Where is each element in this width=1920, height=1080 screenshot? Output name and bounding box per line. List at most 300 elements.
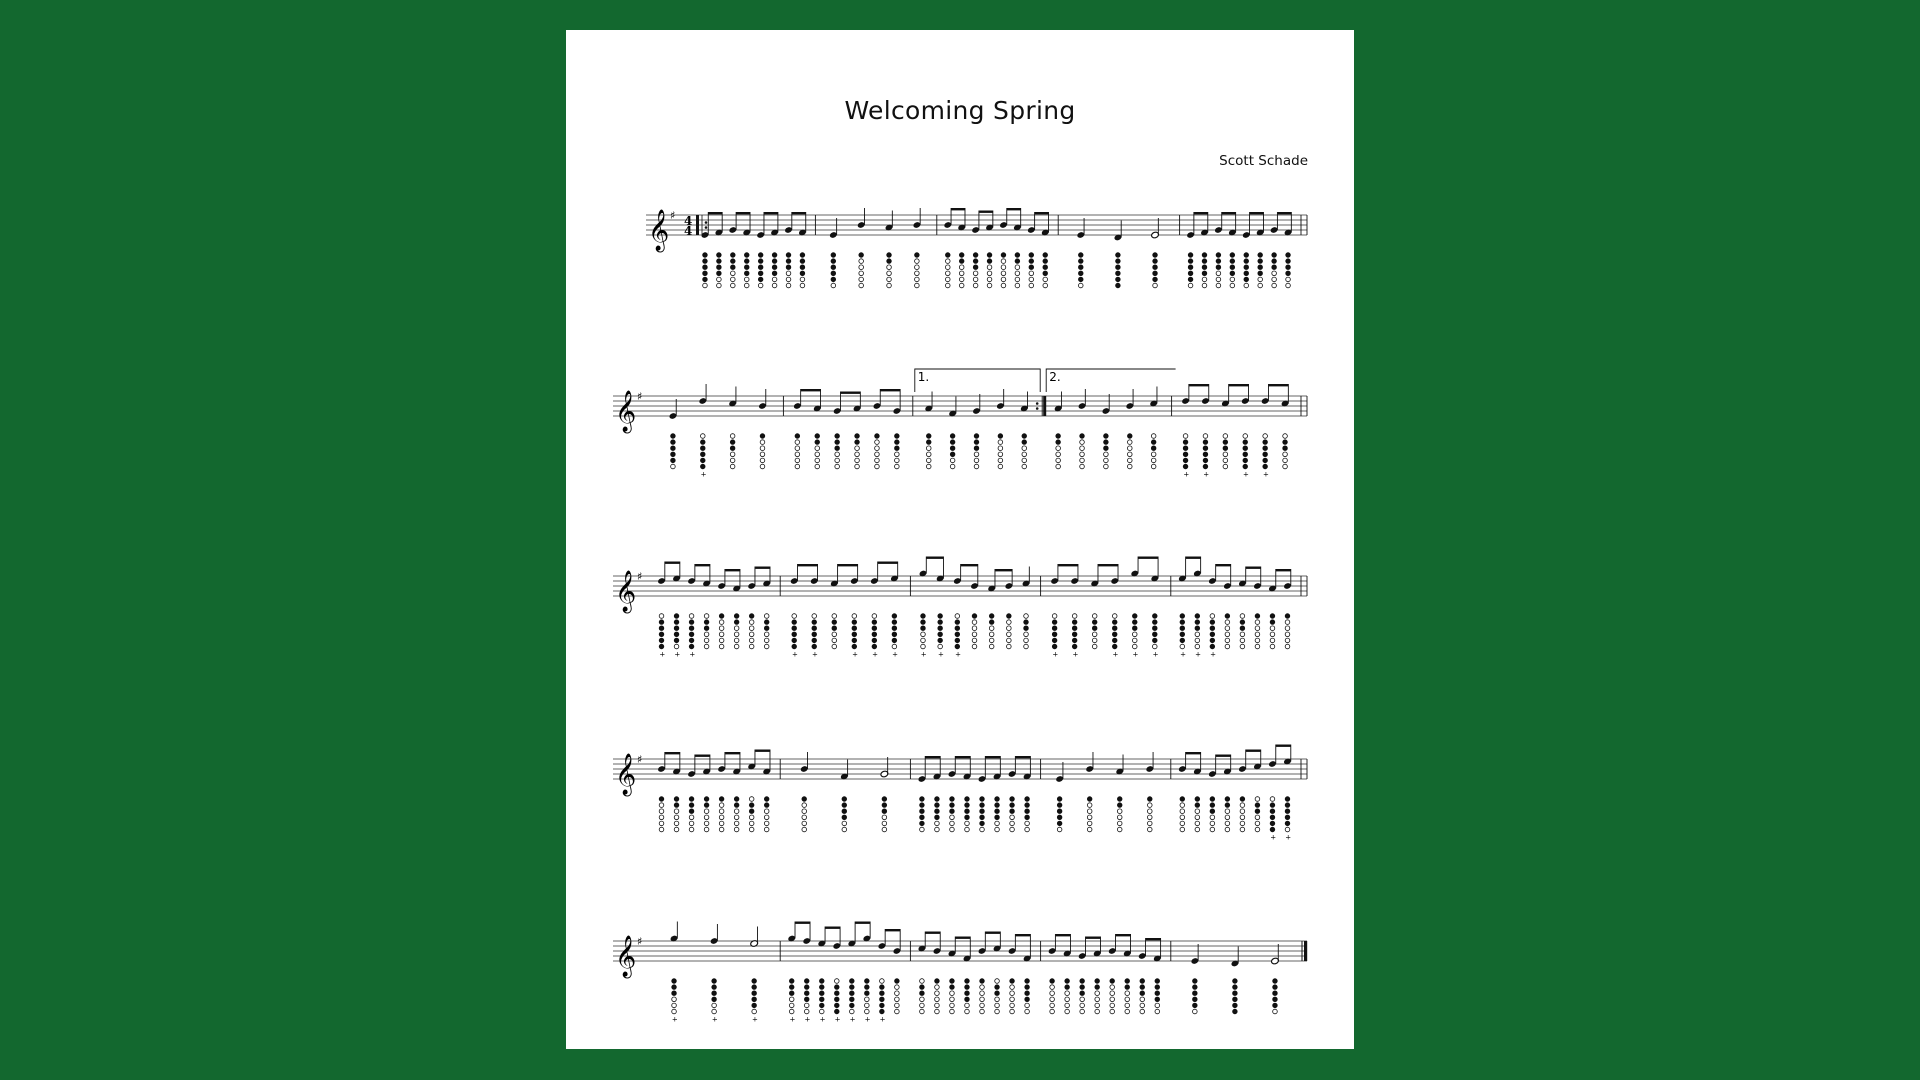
whistle-fingering — [689, 614, 695, 659]
hole-covered-icon — [835, 440, 840, 445]
hole-open-icon — [980, 991, 985, 996]
hole-open-icon — [749, 644, 754, 649]
hole-covered-icon — [842, 815, 847, 820]
whistle-fingering — [974, 434, 979, 469]
hole-open-icon — [1095, 1009, 1100, 1014]
whistle-fingering — [704, 797, 709, 832]
hole-covered-icon — [965, 815, 970, 820]
hole-open-icon — [980, 827, 985, 832]
hole-covered-icon — [1025, 991, 1030, 996]
note — [1231, 947, 1240, 968]
note — [850, 564, 859, 585]
whistle-fingering — [1240, 614, 1245, 649]
note — [798, 212, 807, 236]
note — [1284, 212, 1293, 236]
whistle-fingering — [659, 797, 664, 832]
hole-covered-icon — [1286, 265, 1291, 270]
hole-open-icon — [1147, 827, 1152, 832]
note — [1253, 567, 1262, 590]
hole-open-icon — [1078, 283, 1083, 288]
whistle-fingering — [1010, 797, 1015, 832]
whistle-fingering — [802, 797, 807, 832]
staff-system-1 — [646, 208, 1307, 288]
hole-open-icon — [1095, 991, 1100, 996]
note — [687, 564, 696, 585]
hole-open-icon — [1270, 638, 1275, 643]
beam — [955, 937, 970, 939]
hole-open-icon — [1240, 638, 1245, 643]
note — [948, 397, 957, 418]
hole-covered-icon — [998, 434, 1003, 439]
hole-covered-icon — [689, 644, 694, 649]
hole-covered-icon — [850, 1003, 855, 1008]
hole-open-icon — [1056, 458, 1061, 463]
key-signature-sharp-icon: ♯ — [637, 935, 643, 948]
note — [857, 208, 866, 229]
hole-open-icon — [998, 464, 1003, 469]
hole-open-icon — [875, 446, 880, 451]
note — [970, 564, 979, 590]
hole-open-icon — [1065, 1009, 1070, 1014]
hole-open-icon — [1125, 1009, 1130, 1014]
overblow-plus-icon: + — [1180, 650, 1186, 659]
hole-covered-icon — [1286, 253, 1291, 258]
hole-open-icon — [1272, 277, 1277, 282]
hole-covered-icon — [834, 985, 839, 990]
hole-open-icon — [717, 283, 722, 288]
hole-open-icon — [700, 434, 705, 439]
hole-open-icon — [1285, 827, 1290, 832]
hole-covered-icon — [1132, 620, 1137, 625]
hole-covered-icon — [1258, 265, 1263, 270]
hole-covered-icon — [1052, 632, 1057, 637]
whistle-fingering — [842, 797, 847, 832]
hole-open-icon — [1195, 632, 1200, 637]
note — [1268, 745, 1277, 768]
hole-open-icon — [1153, 283, 1158, 288]
hole-open-icon — [987, 283, 992, 288]
beam — [986, 932, 1001, 934]
hole-covered-icon — [1183, 458, 1188, 463]
hole-open-icon — [1024, 614, 1029, 619]
hole-open-icon — [1050, 1009, 1055, 1014]
hole-open-icon — [1065, 991, 1070, 996]
whistle-fingering — [672, 979, 678, 1024]
hole-covered-icon — [804, 997, 809, 1002]
hole-open-icon — [1050, 991, 1055, 996]
hole-covered-icon — [1210, 626, 1215, 631]
note — [1149, 387, 1158, 408]
hole-open-icon — [1025, 827, 1030, 832]
hole-open-icon — [792, 614, 797, 619]
hole-open-icon — [712, 1009, 717, 1014]
hole-open-icon — [998, 458, 1003, 463]
hole-covered-icon — [1029, 265, 1034, 270]
hole-open-icon — [926, 446, 931, 451]
hole-open-icon — [1255, 644, 1260, 649]
note — [829, 218, 838, 239]
whistle-fingering — [1273, 979, 1278, 1014]
hole-covered-icon — [895, 446, 900, 451]
overblow-plus-icon: + — [1183, 470, 1190, 479]
hole-open-icon — [760, 464, 765, 469]
hole-covered-icon — [731, 259, 736, 264]
hole-open-icon — [734, 632, 739, 637]
whistle-fingering — [689, 797, 694, 832]
beam — [1189, 384, 1209, 386]
hole-open-icon — [1010, 1003, 1015, 1008]
whistle-fingering — [1155, 979, 1160, 1014]
hole-open-icon — [1104, 464, 1109, 469]
hole-covered-icon — [1010, 797, 1015, 802]
whistle-fingering — [1029, 253, 1034, 288]
hole-covered-icon — [712, 985, 717, 990]
beam — [1186, 752, 1201, 754]
hole-covered-icon — [1152, 626, 1157, 631]
whistle-fingering — [1080, 979, 1085, 1014]
hole-covered-icon — [1244, 271, 1249, 276]
hole-open-icon — [1125, 1003, 1130, 1008]
whistle-fingering — [674, 614, 680, 659]
hole-covered-icon — [1078, 271, 1083, 276]
hole-open-icon — [865, 1009, 870, 1014]
whistle-fingering — [804, 979, 810, 1024]
hole-open-icon — [875, 464, 880, 469]
whistle-fingering — [1087, 797, 1092, 832]
hole-covered-icon — [1095, 985, 1100, 990]
hole-open-icon — [959, 265, 964, 270]
overblow-plus-icon: + — [671, 1015, 678, 1024]
whistle-fingering — [1110, 979, 1115, 1014]
note — [747, 750, 756, 771]
hole-open-icon — [842, 827, 847, 832]
whistle-fingering — [795, 434, 800, 469]
hole-open-icon — [812, 614, 817, 619]
hole-open-icon — [1117, 809, 1122, 814]
hole-open-icon — [704, 614, 709, 619]
hole-covered-icon — [1188, 271, 1193, 276]
hole-open-icon — [1240, 821, 1245, 826]
hole-covered-icon — [804, 979, 809, 984]
whistle-fingering — [1140, 979, 1145, 1014]
hole-covered-icon — [671, 440, 676, 445]
note — [1078, 389, 1087, 410]
hole-open-icon — [802, 803, 807, 808]
hole-open-icon — [704, 821, 709, 826]
overblow-plus-icon: + — [849, 1015, 856, 1024]
hole-open-icon — [800, 283, 805, 288]
hole-open-icon — [1080, 446, 1085, 451]
hole-covered-icon — [1210, 809, 1215, 814]
hole-open-icon — [1283, 452, 1288, 457]
final-barline-thick — [1304, 941, 1307, 961]
hole-covered-icon — [671, 452, 676, 457]
hole-open-icon — [1210, 815, 1215, 820]
hole-covered-icon — [812, 620, 817, 625]
hole-open-icon — [989, 638, 994, 643]
hole-open-icon — [815, 458, 820, 463]
whistle-fingering — [1116, 253, 1121, 288]
hole-open-icon — [1273, 1009, 1278, 1014]
hole-covered-icon — [973, 259, 978, 264]
hole-open-icon — [1230, 277, 1235, 282]
hole-covered-icon — [717, 265, 722, 270]
hole-open-icon — [1087, 803, 1092, 808]
overblow-plus-icon: + — [711, 1015, 718, 1024]
note — [1238, 750, 1247, 773]
hole-open-icon — [1043, 283, 1048, 288]
staff-system-3 — [613, 557, 1307, 659]
hole-open-icon — [764, 632, 769, 637]
whistle-fingering — [1180, 614, 1186, 659]
beam — [725, 569, 740, 571]
hole-covered-icon — [1273, 991, 1278, 996]
treble-clef-icon: 𝄞 — [615, 936, 637, 977]
hole-open-icon — [980, 985, 985, 990]
whistle-fingering — [1153, 253, 1158, 288]
whistle-fingering — [1230, 253, 1235, 288]
hole-covered-icon — [842, 803, 847, 808]
hole-covered-icon — [895, 434, 900, 439]
whistle-fingering — [1243, 434, 1249, 479]
hole-covered-icon — [734, 614, 739, 619]
hole-covered-icon — [789, 979, 794, 984]
hole-covered-icon — [758, 253, 763, 258]
key-signature-sharp-icon: ♯ — [637, 753, 643, 766]
note — [669, 399, 678, 420]
whistle-fingering — [1270, 797, 1276, 842]
hole-open-icon — [875, 440, 880, 445]
hole-covered-icon — [1223, 440, 1228, 445]
hole-open-icon — [734, 638, 739, 643]
hole-open-icon — [1010, 997, 1015, 1002]
hole-open-icon — [731, 283, 736, 288]
hole-covered-icon — [1243, 464, 1248, 469]
hole-open-icon — [1007, 632, 1012, 637]
hole-covered-icon — [659, 620, 664, 625]
hole-covered-icon — [872, 644, 877, 649]
whistle-fingering — [717, 253, 722, 288]
note — [728, 387, 737, 408]
hole-open-icon — [764, 827, 769, 832]
hole-covered-icon — [921, 614, 926, 619]
hole-covered-icon — [1263, 446, 1268, 451]
hole-open-icon — [1202, 277, 1207, 282]
whistle-fingering — [1117, 797, 1122, 832]
note — [933, 932, 942, 955]
hole-covered-icon — [689, 620, 694, 625]
hole-open-icon — [749, 827, 754, 832]
hole-open-icon — [795, 440, 800, 445]
beam — [1216, 755, 1231, 757]
hole-covered-icon — [812, 632, 817, 637]
hole-covered-icon — [764, 797, 769, 802]
overblow-plus-icon: + — [1072, 650, 1079, 659]
hole-open-icon — [915, 265, 920, 270]
whistle-fingering — [764, 797, 769, 832]
hole-open-icon — [772, 277, 777, 282]
hole-covered-icon — [717, 271, 722, 276]
hole-covered-icon — [834, 997, 839, 1002]
overblow-plus-icon: + — [1112, 650, 1119, 659]
hole-covered-icon — [1140, 979, 1145, 984]
hole-covered-icon — [1202, 253, 1207, 258]
whistle-fingering — [792, 614, 798, 659]
hole-covered-icon — [1180, 620, 1185, 625]
whistle-fingering — [674, 797, 679, 832]
hole-covered-icon — [987, 253, 992, 258]
hole-covered-icon — [1022, 434, 1027, 439]
hole-covered-icon — [1092, 620, 1097, 625]
whistle-fingering — [959, 253, 964, 288]
hole-covered-icon — [1065, 985, 1070, 990]
hole-covered-icon — [974, 440, 979, 445]
hole-covered-icon — [1233, 979, 1238, 984]
hole-covered-icon — [731, 265, 736, 270]
hole-open-icon — [895, 997, 900, 1002]
time-signature-bottom: 4 — [684, 224, 693, 238]
note — [1055, 762, 1064, 783]
whistle-fingering — [1043, 253, 1048, 288]
hole-covered-icon — [831, 253, 836, 258]
hole-covered-icon — [973, 265, 978, 270]
hole-covered-icon — [1116, 253, 1121, 258]
hole-open-icon — [764, 821, 769, 826]
hole-covered-icon — [842, 809, 847, 814]
hole-open-icon — [789, 1009, 794, 1014]
hole-covered-icon — [872, 632, 877, 637]
hole-covered-icon — [1202, 271, 1207, 276]
hole-covered-icon — [887, 253, 892, 258]
beam — [1098, 564, 1118, 566]
hole-open-icon — [1112, 614, 1117, 619]
hole-open-icon — [786, 271, 791, 276]
hole-covered-icon — [1140, 985, 1145, 990]
hole-covered-icon — [689, 626, 694, 631]
hole-open-icon — [1010, 985, 1015, 990]
hole-open-icon — [887, 265, 892, 270]
hole-covered-icon — [1195, 803, 1200, 808]
hole-open-icon — [1225, 827, 1230, 832]
note — [963, 756, 972, 780]
hole-open-icon — [855, 446, 860, 451]
hole-covered-icon — [1283, 446, 1288, 451]
hole-open-icon — [995, 1003, 1000, 1008]
hole-open-icon — [1210, 827, 1215, 832]
hole-open-icon — [935, 821, 940, 826]
hole-open-icon — [950, 827, 955, 832]
note — [993, 932, 1002, 953]
hole-covered-icon — [832, 620, 837, 625]
hole-covered-icon — [935, 803, 940, 808]
hole-covered-icon — [659, 632, 664, 637]
hole-open-icon — [965, 1009, 970, 1014]
note — [953, 564, 962, 585]
hole-open-icon — [955, 614, 960, 619]
hole-covered-icon — [812, 626, 817, 631]
beam — [1250, 212, 1264, 214]
hole-covered-icon — [1072, 638, 1077, 643]
overblow-plus-icon: + — [1262, 470, 1269, 479]
hole-open-icon — [1202, 283, 1207, 288]
hole-open-icon — [1080, 440, 1085, 445]
hole-covered-icon — [719, 614, 724, 619]
hole-covered-icon — [749, 809, 754, 814]
hole-open-icon — [959, 271, 964, 276]
note — [715, 212, 724, 236]
note — [1115, 755, 1124, 776]
hole-covered-icon — [920, 991, 925, 996]
hole-open-icon — [1092, 638, 1097, 643]
whistle-fingering — [880, 979, 886, 1024]
hole-open-icon — [1001, 271, 1006, 276]
hole-open-icon — [1225, 632, 1230, 637]
hole-open-icon — [674, 644, 679, 649]
hole-covered-icon — [1233, 1003, 1238, 1008]
hole-open-icon — [859, 259, 864, 264]
note — [1130, 557, 1139, 578]
whistle-fingering — [895, 979, 900, 1014]
page-title: Welcoming Spring — [844, 96, 1076, 125]
beam — [1116, 934, 1131, 936]
hole-open-icon — [1155, 1003, 1160, 1008]
hole-covered-icon — [1243, 440, 1248, 445]
hole-open-icon — [834, 979, 839, 984]
music-score — [566, 30, 1354, 1049]
hole-covered-icon — [1092, 626, 1097, 631]
hole-open-icon — [674, 827, 679, 832]
hole-open-icon — [672, 1003, 677, 1008]
hole-open-icon — [1127, 446, 1132, 451]
beam — [925, 756, 940, 758]
hole-covered-icon — [1263, 458, 1268, 463]
hole-covered-icon — [749, 803, 754, 808]
hole-open-icon — [749, 626, 754, 631]
whistle-fingering — [955, 614, 961, 659]
beam — [801, 389, 821, 391]
hole-open-icon — [1216, 283, 1221, 288]
beam — [764, 212, 778, 214]
hole-covered-icon — [1230, 271, 1235, 276]
hole-open-icon — [789, 997, 794, 1002]
hole-covered-icon — [950, 803, 955, 808]
beam — [1222, 212, 1236, 214]
note — [924, 392, 933, 413]
hole-open-icon — [998, 440, 1003, 445]
overblow-plus-icon: + — [1210, 650, 1217, 659]
hole-covered-icon — [865, 991, 870, 996]
whistle-fingering — [872, 614, 878, 659]
note — [687, 755, 696, 778]
hole-covered-icon — [749, 614, 754, 619]
hole-open-icon — [1255, 821, 1260, 826]
hole-covered-icon — [938, 620, 943, 625]
hole-open-icon — [1029, 283, 1034, 288]
hole-covered-icon — [880, 985, 885, 990]
note — [702, 755, 711, 776]
hole-covered-icon — [938, 638, 943, 643]
whistle-fingering — [945, 253, 950, 288]
hole-open-icon — [995, 821, 1000, 826]
hole-covered-icon — [920, 797, 925, 802]
hole-covered-icon — [1188, 265, 1193, 270]
hole-covered-icon — [973, 253, 978, 258]
hole-open-icon — [1125, 997, 1130, 1002]
whistle-fingering — [1092, 614, 1097, 649]
whistle-fingering — [938, 614, 944, 659]
hole-covered-icon — [674, 638, 679, 643]
hole-covered-icon — [730, 440, 735, 445]
